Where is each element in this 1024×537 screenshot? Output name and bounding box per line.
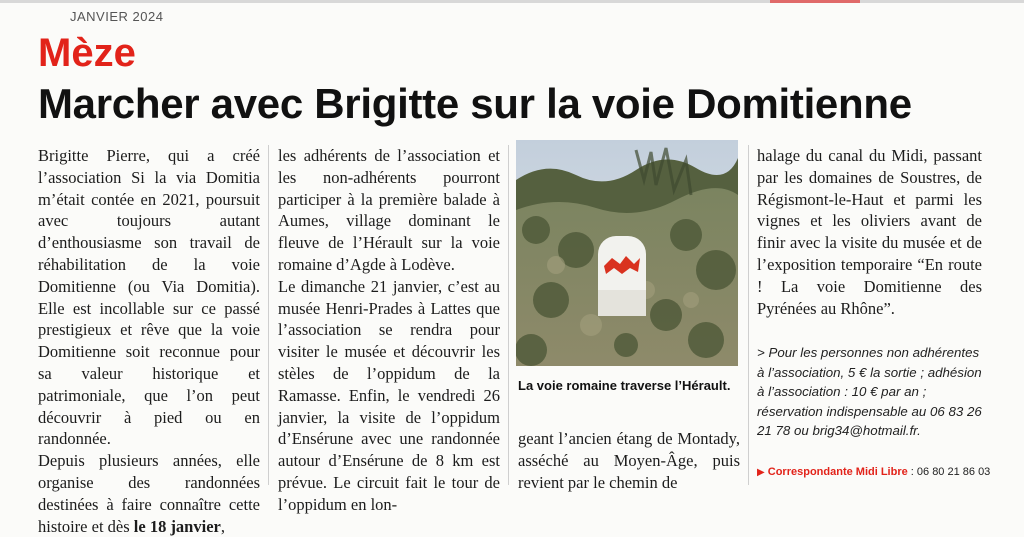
cropped-red-line bbox=[770, 0, 860, 3]
article-photo bbox=[516, 140, 738, 366]
article-column-1 bbox=[38, 145, 260, 537]
correspondent-label: Correspondante Midi Libre bbox=[767, 466, 908, 478]
column-divider bbox=[508, 145, 509, 485]
column-divider bbox=[268, 145, 269, 485]
column-divider bbox=[748, 145, 749, 485]
date-stamp: JANVIER 2024 bbox=[70, 9, 164, 24]
photo-caption: La voie romaine traverse l’Hérault. bbox=[518, 378, 731, 393]
practical-info: > Pour les personnes non adhérentes à l’association, 5 € la sortie ; adhésion à l’association : 10 € par an ; réservation indispensable au 06 83 26 21 78 ou brig34@hotmail.fr. bbox=[757, 345, 982, 438]
bold-date: le 18 janvier bbox=[133, 516, 221, 536]
paragraph: Depuis plusieurs années, elle organise des randonnées destinées à faire connaître cette histoire et dès le 18 janvier, bbox=[38, 451, 260, 536]
location-kicker: Mèze bbox=[38, 31, 136, 75]
article-headline: Marcher avec Brigitte sur la voie Domitienne bbox=[38, 80, 912, 127]
cropped-top-line bbox=[0, 0, 1024, 3]
article-column-2 bbox=[278, 145, 500, 516]
milestone-photo-icon bbox=[516, 140, 738, 366]
paragraph: geant l’ancien étang de Montady, asséché au Moyen-Âge, puis revient par le chemin de bbox=[518, 429, 740, 492]
paragraph: les adhérents de l’association et les non-adhérents pourront participer à la première balade à Aumes, village dominant le fleuve de l’Hérault sur la voie romaine d’Agde à Lodève. bbox=[278, 146, 500, 274]
article-column-3 bbox=[518, 428, 740, 493]
correspondent-phone: : 06 80 21 86 03 bbox=[907, 466, 991, 478]
triangle-bullet-icon: ▶ bbox=[757, 467, 765, 478]
paragraph: Brigitte Pierre, qui a créé l’association Si la via Domitia m’était contée en 2021, poursuit avec toujours autant d’enthousiasme son travail de réhabilitation de la voie Domitienne (ou Via Domitia). Elle est incollable sur ce passé prestigieux et rêve que la voie Domitienne soit reconnue pour sa valeur historique et patrimoniale, que l’on peut découvrir à pied ou en randonnée. bbox=[38, 146, 260, 449]
paragraph: Le dimanche 21 janvier, c’est au musée Henri-Prades à Lattes que l’association se rendra pour visiter le musée et découvrir les stèles de l’oppidum de la Ramasse. Enfin, le vendredi 26 janvier, la visite de l’oppidum d’Ensérune avec une randonnée autour d’Ensérune de 8 km est prévue. Le circuit fait le tour de l’oppidum en lon- bbox=[278, 276, 500, 514]
paragraph: halage du canal du Midi, passant par les domaines de Soustres, de Régismont-le-Haut et parmi les vignes et les oliviers avant de finir avec la visite du musée et de l’exposition temporaire “En route ! La voie Domitienne des Pyrénées au Rhône”. bbox=[757, 146, 982, 318]
article-column-4 bbox=[757, 145, 982, 319]
correspondent-credit bbox=[757, 466, 997, 478]
